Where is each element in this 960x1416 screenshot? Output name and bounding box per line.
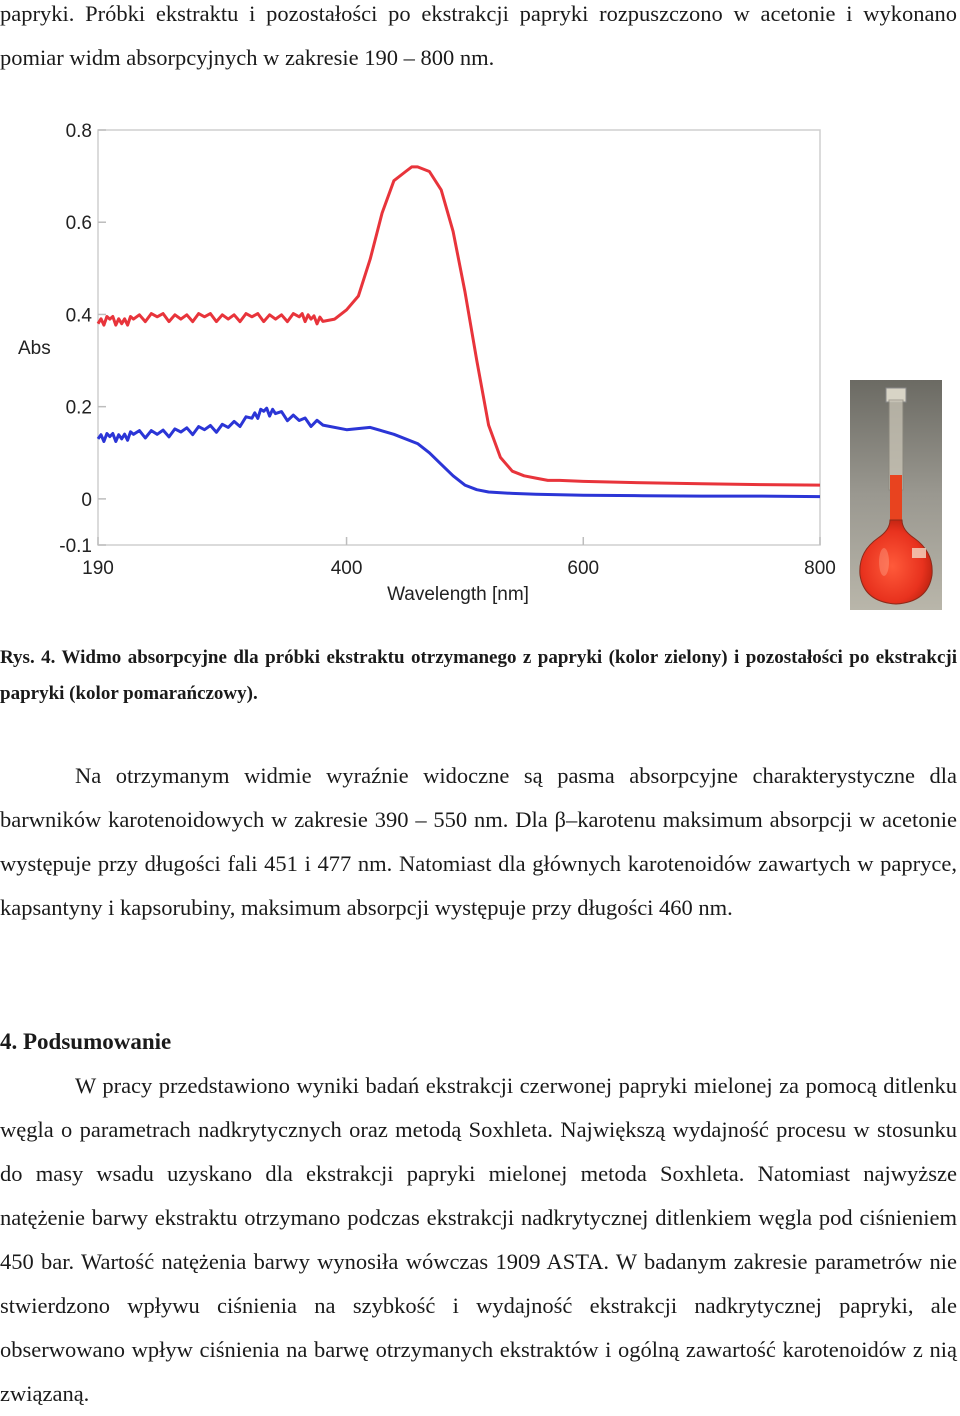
y-tick-label: 0.8 [65,121,92,142]
intro-paragraph: papryki. Próbki ekstraktu i pozostałości po ekstrakcji papryki rozpuszczono w acetonie i wykonano pomiar widm absorpcyjnych w zakresie 190 – 800 nm. [0,1,957,70]
x-tick-label: 190 [82,558,114,579]
flask-photo [850,380,942,610]
absorption-spectrum-chart [0,100,850,620]
x-tick-label: 400 [330,558,363,579]
y-tick-label: 0.2 [65,397,92,419]
summary-paragraph: W pracy przedstawiono wyniki badań ekstrakcji czerwonej papryki mielonej za pomocą ditlenku węgla o parametrach nadkrytycznych oraz metodą Soxhleta. Największą wydajność procesu w stosunku do masy wsadu uzyskano dla ekstrakcji papryki mielonej metoda Soxhleta. Natomiast najwyższe natężenie barwy ekstraktu otrzymano podczas ekstrakcji nadkrytycznej ditlenkiem węgla pod ciśnieniem 450 bar. Wartość natężenia barwy wynosiła wówczas 1909 ASTA. W badanym zakresie parametrów nie stwierdzono wpływu ciśnienia na szybkość i wydajność ekstrakcji nadkrytycznej papryki, ale obserwowano wpływ ciśnienia na barwę otrzymanych ekstraktów i ogólną zawartość karotenoidów z nią związaną. [0,1073,957,1406]
x-tick-label: 800 [804,558,836,579]
x-tick-label: 600 [567,558,600,579]
y-tick-label: 0.4 [65,305,92,327]
series-line-1 [98,167,820,485]
y-tick-label: 0.6 [65,213,92,235]
y-tick-label: -0.1 [59,536,92,557]
series-group [98,167,820,497]
results-paragraph: Na otrzymanym widmie wyraźnie widoczne są pasma absorpcyjne charakterystyczne dla barwników karotenoidowych w zakresie 390 – 550 nm. Dla β–karotenu maksimum absorpcji w acetonie występuje przy długości fali 451 i 477 nm. Natomiast dla głównych karotenoidów zawartych w papryce, kapsantyny i kapsorubiny, maksimum absorpcji występuje przy długości 460 nm. [0,763,957,920]
y-axis-label: Abs [18,338,51,359]
section-heading: 4. Podsumowanie [0,1029,172,1054]
x-axis-label: Wavelength [nm] [387,584,529,605]
axis-ticks [59,121,836,579]
y-tick-label: 0 [81,489,92,511]
figure-caption: Rys. 4. Widmo absorpcyjne dla próbki ekstraktu otrzymanego z papryki (kolor zielony) i pozostałości po ekstrakcji papryki (kolor pomarańczowy). [0,647,957,704]
